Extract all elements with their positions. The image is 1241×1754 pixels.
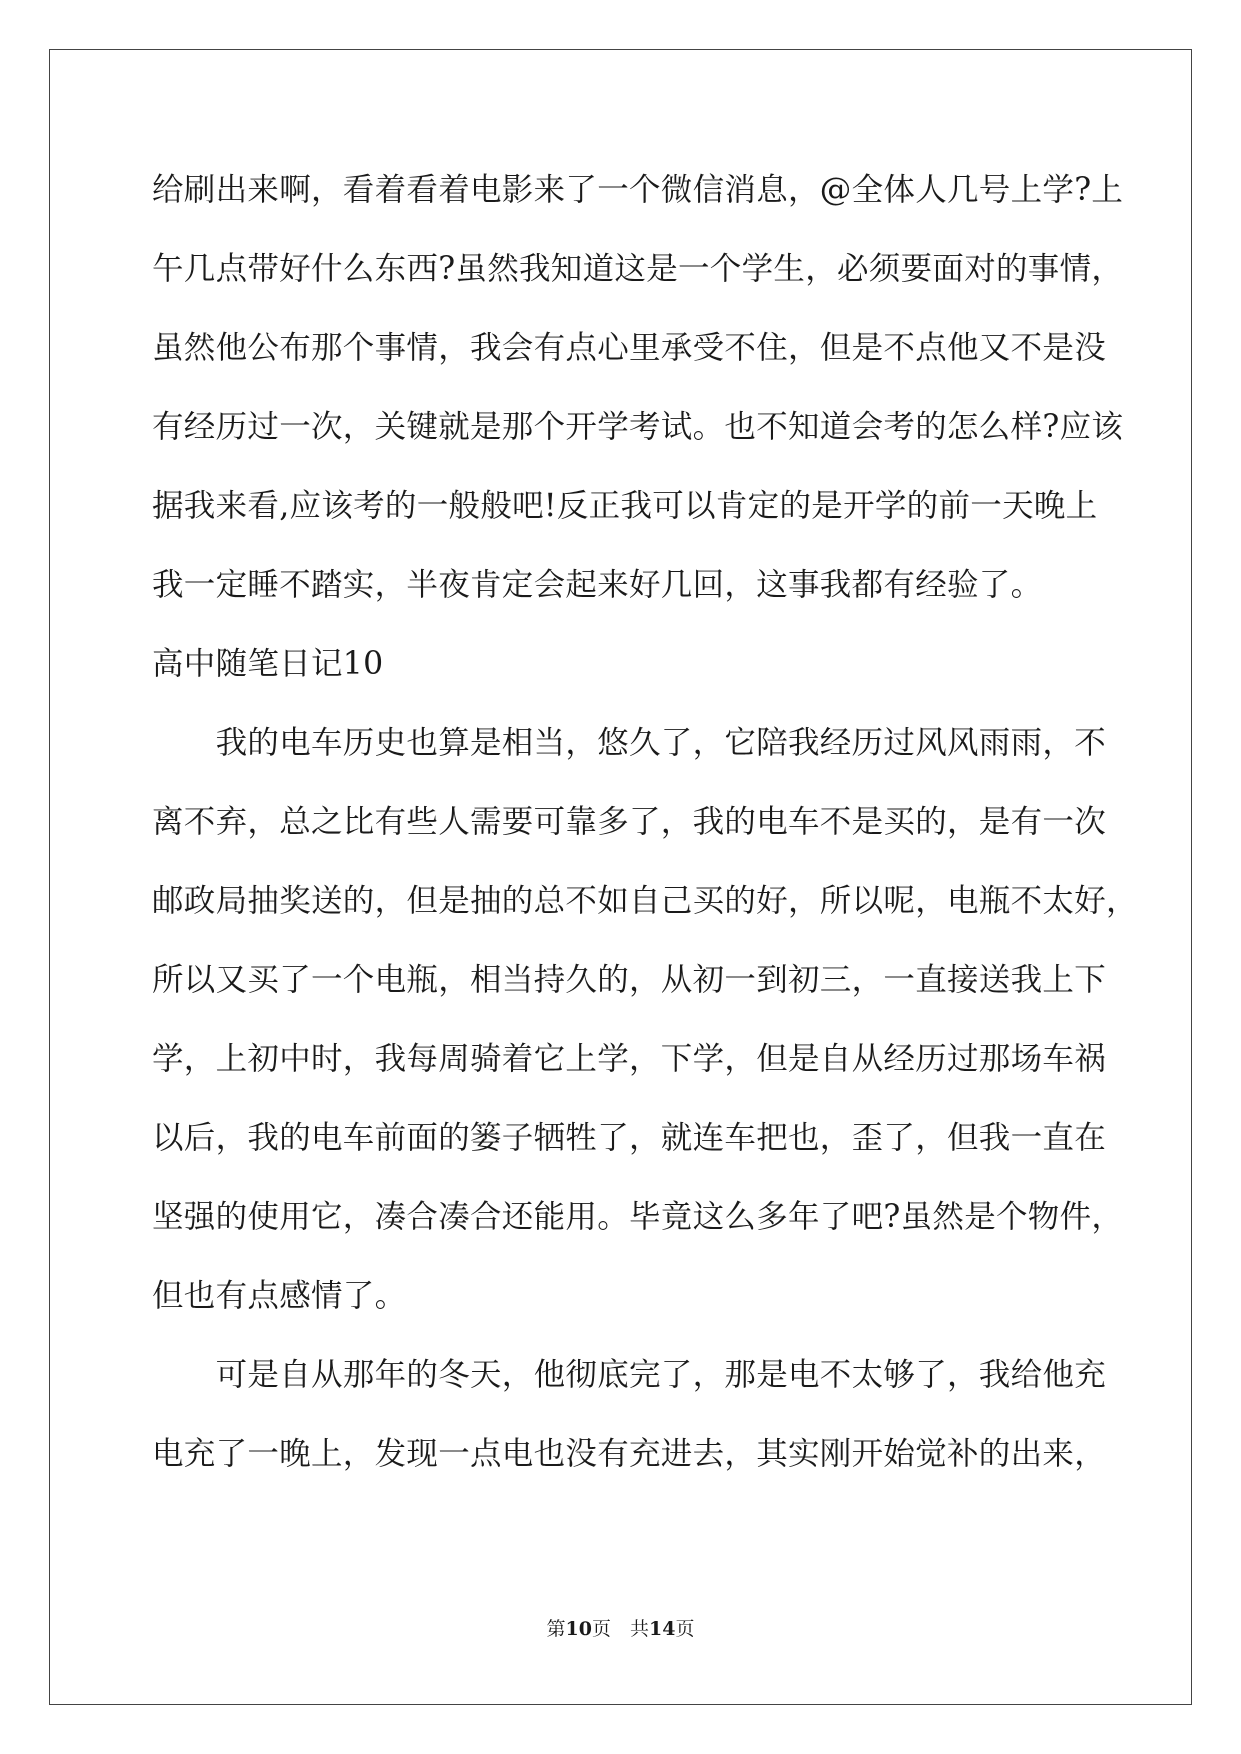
text-line: 电充了一晚上，发现一点电也没有充进去，其实刚开始觉补的出来，	[152, 1436, 1107, 1472]
text-line: 以后，我的电车前面的篓子牺牲了，就连车把也，歪了，但我一直在	[152, 1120, 1107, 1156]
page-footer	[0, 1617, 1241, 1641]
text-line: 学，上初中时，我每周骑着它上学，下学，但是自从经历过那场车祸	[152, 1041, 1107, 1077]
current-page-number: 10	[565, 1618, 592, 1640]
footer-middle: 页 共	[591, 1618, 649, 1640]
text-line: 我一定睡不踏实，半夜肯定会起来好几回，这事我都有经验了。	[152, 567, 1043, 603]
text-line: 但也有点感情了。	[152, 1278, 407, 1314]
document-body	[152, 160, 1138, 1503]
text-line: 有经历过一次，关键就是那个开学考试。也不知道会考的怎么样?应该	[152, 409, 1124, 445]
text-line: 可是自从那年的冬天，他彻底完了，那是电不太够了，我给他充	[152, 1357, 1107, 1393]
text-line: 据我来看,应该考的一般般吧!反正我可以肯定的是开学的前一天晚上	[152, 488, 1098, 524]
text-line: 邮政局抽奖送的，但是抽的总不如自己买的好，所以呢，电瓶不太好，	[152, 883, 1138, 919]
text-line: 虽然他公布那个事情，我会有点心里承受不住，但是不点他又不是没	[152, 330, 1107, 366]
section-heading: 高中随笔日记10	[152, 646, 384, 682]
text-line: 坚强的使用它，凑合凑合还能用。毕竟这么多年了吧?虽然是个物件，	[152, 1199, 1124, 1235]
text-line: 午几点带好什么东西?虽然我知道这是一个学生，必须要面对的事情，	[152, 251, 1124, 287]
footer-prefix: 第	[546, 1618, 566, 1640]
text-line: 我的电车历史也算是相当，悠久了，它陪我经历过风风雨雨，不	[152, 725, 1107, 761]
text-line: 所以又买了一个电瓶，相当持久的，从初一到初三，一直接送我上下	[152, 962, 1107, 998]
footer-suffix: 页	[675, 1618, 695, 1640]
text-line: 给刷出来啊，看着看着电影来了一个微信消息，@全体人几号上学?上	[152, 172, 1124, 208]
total-page-number: 14	[649, 1618, 676, 1640]
text-line: 离不弃，总之比有些人需要可靠多了，我的电车不是买的，是有一次	[152, 804, 1107, 840]
